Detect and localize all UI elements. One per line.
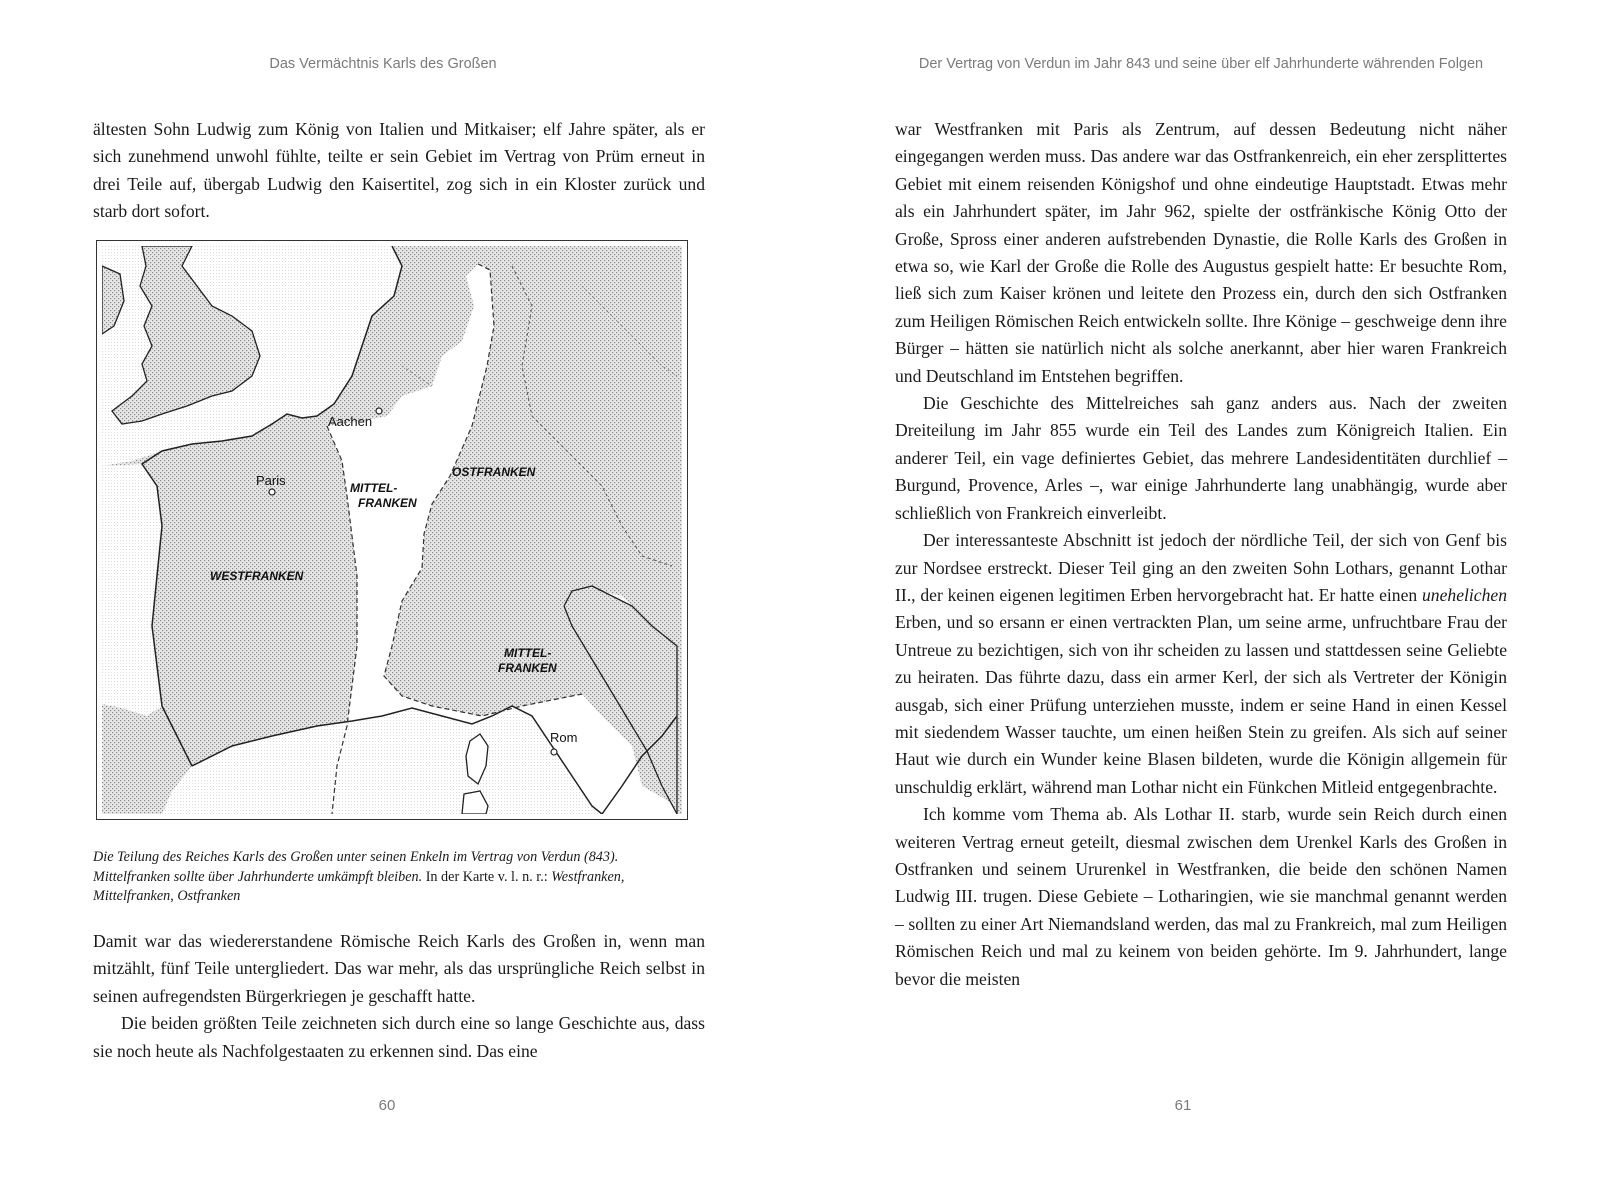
label-mittelfranken-south-2: FRANKEN [498, 661, 557, 675]
left-top-text [93, 116, 705, 226]
paris-marker [269, 489, 275, 495]
label-rom: Rom [550, 730, 578, 745]
label-aachen: Aachen [328, 414, 373, 429]
paragraph: Damit war das wiedererstandene Römische Reich Karls des Großen in, wenn man mitzählt, fünf Teile untergliedert. Das war mehr, als das ursprüngliche Reich selbst in seinen aufregendsten Bürgerkriegen je geschafft hatte. [93, 931, 705, 1006]
caption-plain: In der Karte v. l. n. r.: [422, 868, 552, 885]
label-mittelfranken-south-1: MITTEL- [504, 646, 552, 660]
atlantic [102, 464, 162, 716]
map-caption [93, 848, 693, 907]
emphasis: unehelichen [1422, 584, 1507, 605]
right-text [895, 116, 1507, 993]
running-head-right: Der Vertrag von Verdun im Jahr 843 und seine über elf Jahrhunderte währenden Folgen [918, 56, 1484, 72]
label-ostfranken: OSTFRANKEN [452, 465, 536, 479]
paragraph-part: Erben, und so ersann er einen vertrackten Plan, um seine arme, unfruchtbare Frau der Untreue zu bezichtigen, sich von ihr scheiden zu lassen und stattdessen seine Geliebte zu heiraten. Das führte dazu, dass ein armer Kerl, der sich als Vertreter der Königin ausgab, sich einer Prüfung unterziehen musste, indem er seine Hand in einen Kessel mit siedendem Wasser tauchte, um einen heißen Stein zu greifen. Als sich auf seiner Haut wie durch ein Wunder keine Blasen bildeten, wurde die Königin allgemein für unschuldig erklärt, während man Lothar nicht ein Fünkchen Mitleid entgegenbrachte. [895, 612, 1507, 797]
label-westfranken: WESTFRANKEN [210, 569, 304, 583]
rom-marker [551, 749, 557, 755]
right-page [895, 0, 1507, 1186]
paragraph: ältesten Sohn Ludwig zum König von Italien und Mitkaiser; elf Jahre später, als er sich zunehmend unwohl fühlte, teilte er sein Gebiet im Vertrag von Prüm erneut in drei Teile auf, übergab Ludwig den Kaisertitel, zog sich in ein Kloster zurück und starb dort sofort. [93, 119, 705, 222]
paragraph: Ich komme vom Thema ab. Als Lothar II. starb, wurde sein Reich durch einen weiteren Vertrag erneut geteilt, diesmal zwischen dem Urenkel Karls des Großen in Ostfranken und seinem Ururenkel in Westfranken, die beide den schönen Namen Ludwig III. trugen. Diese Gebiete – Lotharingien, wie sie manchmal genannt werden – sollten zu einer Art Niemandsland werden, das mal zu Frankreich, mal zum Heiligen Römischen Reich und mal zu keinem von beiden gehörte. Im 9. Jahrhundert, lange bevor die meisten [895, 804, 1507, 989]
running-head-left: Das Vermächtnis Karls des Großen [269, 56, 497, 72]
label-paris: Paris [256, 473, 286, 488]
page-number-right: 61 [1174, 1097, 1192, 1114]
left-bottom-text [93, 928, 705, 1065]
caption-italic: Die Teilung des Reiches Karls des Großen unter seinen Enkeln im Vertrag von Verdun (843). Mittelfranken sollte über Jahrhunderte umkämpft bleiben. [93, 849, 619, 885]
paragraph: Die beiden größten Teile zeichneten sich durch eine so lange Geschichte aus, dass sie noch heute als Nachfolgestaaten zu erkennen sind. Das eine [93, 1013, 705, 1061]
page-number-left: 60 [378, 1097, 396, 1114]
left-page [93, 0, 705, 1186]
paragraph [895, 527, 1507, 801]
aachen-marker [376, 408, 382, 414]
verdun-map [96, 240, 688, 820]
paragraph: war Westfranken mit Paris als Zentrum, auf dessen Bedeutung nicht näher eingegangen werden muss. Das andere war das Ostfrankenreich, ein eher zersplittertes Gebiet mit einem reisenden Königshof und ohne eindeutige Hauptstadt. Etwas mehr als ein Jahrhundert später, im Jahr 962, spielte der ostfränkische König Otto der Große, Spross einer anderen aufstrebenden Dynastie, die Rolle Karls des Großen in etwa so, wie Karl der Große die Rolle des Augustus gespielt hatte: Er besuchte Rom, ließ sich zum Kaiser krönen und leitete den Prozess ein, durch den sich Ostfranken zum Heiligen Römischen Reich entwickeln sollte. Ihre Könige – geschweige denn ihre Bürger – hätten sie natürlich nicht als solche anerkannt, aber hier waren Frankreich und Deutschland im Entstehen begriffen. [895, 119, 1507, 386]
caption-italic-end: Westfranken, Mittelfranken, Ostfranken [93, 868, 625, 904]
paragraph: Die Geschichte des Mittelreiches sah ganz anders aus. Nach der zweiten Dreiteilung im Jahr 855 wurde ein Teil des Landes zum Königreich Italien. Ein anderer Teil, ein vage definiertes Gebiet, das mehrere Landesidentitäten durchlief – Burgund, Provence, Arles –, war einige Jahrhunderte lang unabhängig, wurde aber schließlich von Frankreich einverleibt. [895, 393, 1507, 523]
paragraph-part: Der interessanteste Abschnitt ist jedoch der nördliche Teil, der sich von Genf bis zur Nordsee erstreckt. Dieser Teil ging an den zweiten Sohn Lothars, genannt Lothar II., der keinen eigenen legitimen Erben hervorgebracht hat. Er hatte einen [895, 530, 1507, 605]
map-figure [102, 246, 682, 814]
label-mittelfranken-north-1: MITTEL- [350, 481, 398, 495]
label-mittelfranken-north-2: FRANKEN [358, 496, 417, 510]
